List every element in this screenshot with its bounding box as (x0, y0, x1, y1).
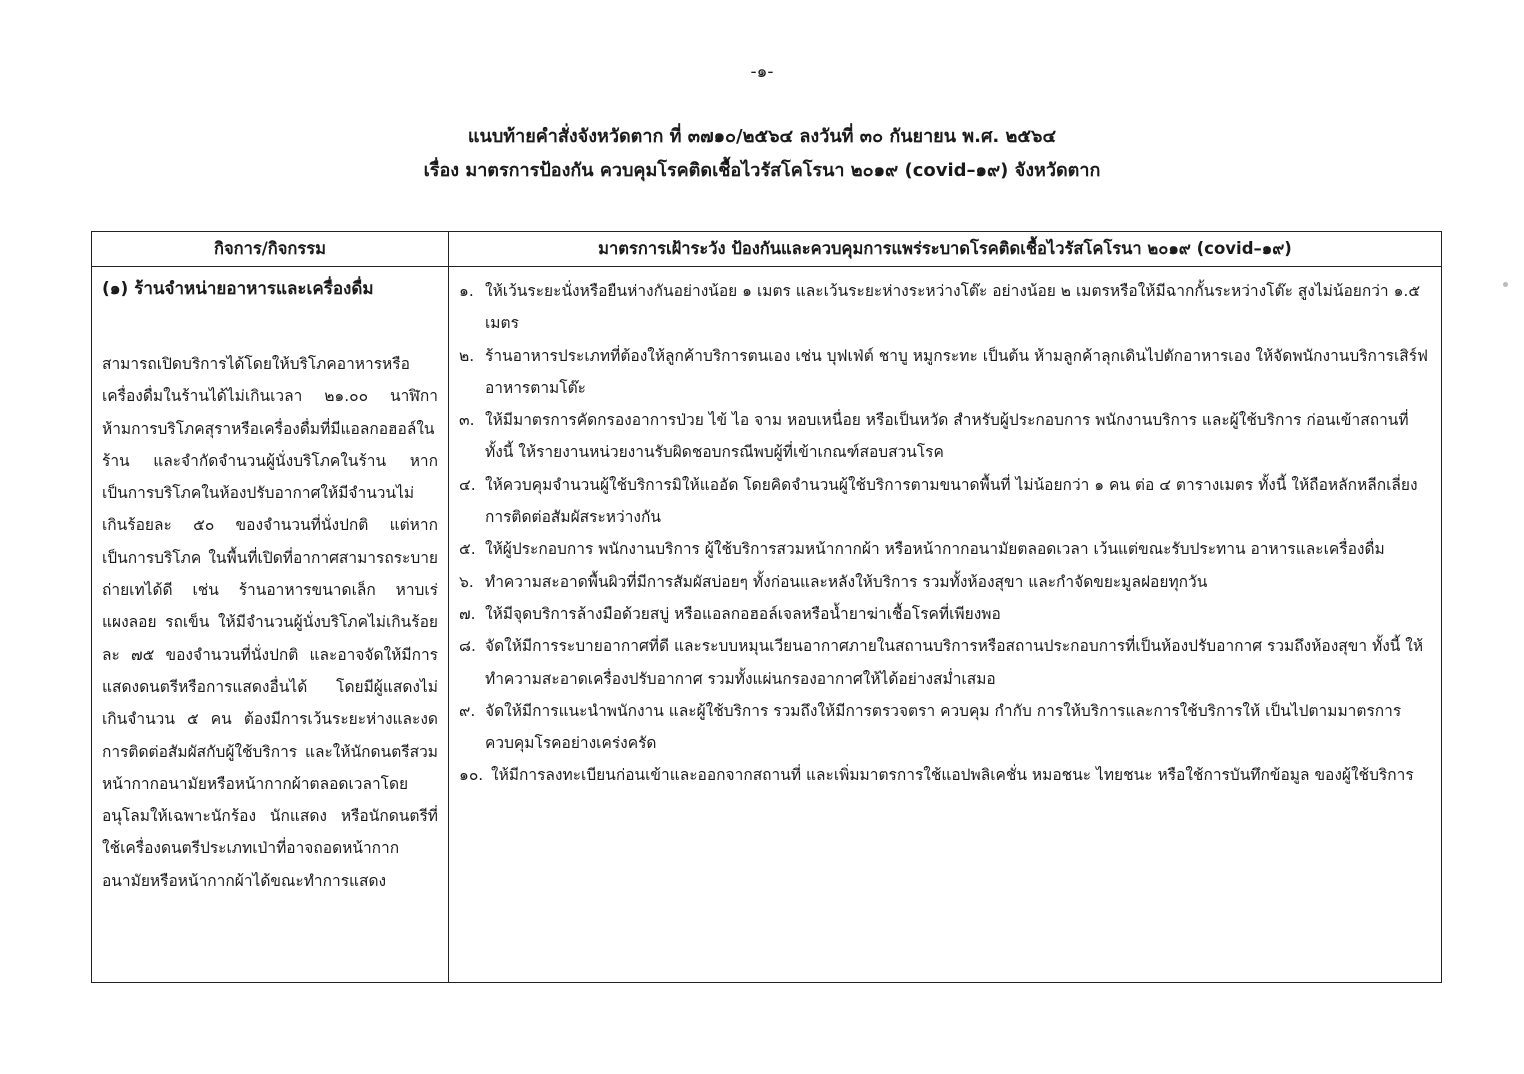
activity-cell (92, 267, 449, 983)
measure-number: ๖. (459, 572, 474, 591)
table-row (92, 267, 1442, 983)
document-title: แนบท้ายคำสั่งจังหวัดตาก ที่ ๓๗๑๐/๒๕๖๔ ลงวันที่ ๓๐ กันยายน พ.ศ. ๒๕๖๔ (467, 126, 1057, 147)
measure-item (459, 630, 1433, 695)
measure-number: ๑. (459, 282, 474, 300)
activity-title: (๑) ร้านจำหน่ายอาหารและเครื่องดื่ม (102, 279, 374, 299)
table-header-row (92, 232, 1442, 267)
header-measures: มาตรการเฝ้าระวัง ป้องกันและควบคุมการแพร่ระบาดโรคติดเชื้อไวรัสโคโรนา ๒๐๑๙ (covid–๑๙) (449, 232, 1442, 267)
measure-text: ทำความสะอาดพื้นผิวที่มีการสัมผัสบ่อยๆ ทั้งก่อนและหลังให้บริการ รวมทั้งห้องสุขา และกำจัดขยะมูลฝอยทุกวัน (485, 572, 1208, 591)
measure-item (459, 340, 1433, 405)
measure-item (459, 598, 1433, 630)
measure-number: ๒. (459, 346, 475, 365)
measure-number: ๕. (459, 540, 476, 559)
measure-number: ๑๐. (459, 766, 484, 785)
measure-number: ๔. (459, 475, 476, 494)
page-number: -๑- (750, 62, 774, 82)
measure-text: ให้ผู้ประกอบการ พนักงานบริการ ผู้ใช้บริการสวมหน้ากากผ้า หรือหน้ากากอนามัยตลอดเวลา เว้นแต่ขณะรับประทาน อาหารและเครื่องดื่ม (485, 540, 1385, 559)
measure-item (459, 469, 1433, 534)
measure-number: ๘. (459, 637, 476, 656)
measure-text: ร้านอาหารประเภทที่ต้องให้ลูกค้าบริการตนเอง เช่น บุฟเฟ่ต์ ชาบู หมูกระทะ เป็นต้น ห้ามลูกค้าลุกเดินไปตักอาหารเอง ให้จัดพนักงานบริการเสิร์ฟอาหารตามโต๊ะ (485, 346, 1429, 397)
activity-description: สามารถเปิดบริการได้โดยให้บริโภคอาหารหรือเครื่องดื่มในร้านได้ไม่เกินเวลา ๒๑.๐๐ นาฬิกา ห้ามการบริโภคสุราหรือเครื่องดื่มที่มีแอลกอฮอล์ในร้าน และจำกัดจำนวนผู้นั่งบริโภคในร้าน หากเป็นการบริโภคในห้องปรับอากาศให้มีจำนวนไม่เกินร้อยละ ๕๐ ของจำนวนที่นั่งปกติ แต่หากเป็นการบริโภค ในพื้นที่เปิดที่อากาศสามารถระบายถ่ายเทได้ดี เช่น ร้านอาหารขนาดเล็ก หาบเร่ แผงลอย รถเข็น ให้มีจำนวนผู้นั่งบริโภคไม่เกินร้อยละ ๗๕ ของจำนวนที่นั่งปกติ และอาจจัดให้มีการแสดงดนตรีหรือการแสดงอื่นได้ โดยมีผู้แสดงไม่เกินจำนวน ๕ คน ต้องมีการเว้นระยะห่างและงดการติดต่อสัมผัสกับผู้ใช้บริการ และให้นักดนตรีสวมหน้ากากอนามัยหรือหน้ากากผ้าตลอดเวลาโดยอนุโลมให้เฉพาะนักร้อง นักแสดง หรือนักดนตรีที่ใช้เครื่องดนตรีประเภทเป่าที่อาจถอดหน้ากากอนามัยหรือหน้ากากผ้าได้ขณะทำการแสดง (102, 355, 438, 890)
measure-number: ๓. (459, 411, 475, 430)
measure-item (459, 759, 1433, 791)
header-activity: กิจการ/กิจกรรม (92, 232, 449, 267)
document-subject: เรื่อง มาตรการป้องกัน ควบคุมโรคติดเชื้อไวรัสโคโรนา ๒๐๑๙ (covid–๑๙) จังหวัดตาก (423, 160, 1101, 181)
measures-table (91, 231, 1442, 983)
measure-text: ให้เว้นระยะนั่งหรือยืนห่างกันอย่างน้อย ๑ เมตร และเว้นระยะห่างระหว่างโต๊ะ อย่างน้อย ๒ เมตรหรือให้มีฉากกั้นระหว่างโต๊ะ สูงไม่น้อยกว่า ๑.๕ เมตร (485, 282, 1421, 333)
measure-text: จัดให้มีการระบายอากาศที่ดี และระบบหมุนเวียนอากาศภายในสถานบริการหรือสถานประกอบการที่เป็นห้องปรับอากาศ รวมถึงห้องสุขา ทั้งนี้ ให้ทำความสะอาดเครื่องปรับอากาศ รวมทั้งแผ่นกรองอากาศให้ได้อย่างสม่ำเสมอ (485, 637, 1424, 688)
measure-item (459, 695, 1433, 760)
measure-text: ให้มีมาตรการคัดกรองอาการป่วย ไข้ ไอ จาม หอบเหนื่อย หรือเป็นหวัด สำหรับผู้ประกอบการ พนักงานบริการ และผู้ใช้บริการ ก่อนเข้าสถานที่ ทั้งนี้ ให้รายงานหน่วยงานรับผิดชอบกรณีพบผู้ที่เข้าเกณฑ์สอบสวนโรค (485, 411, 1409, 462)
measure-item (459, 404, 1433, 469)
measure-text: จัดให้มีการแนะนำพนักงาน และผู้ใช้บริการ รวมถึงให้มีการตรวจตรา ควบคุม กำกับ การให้บริการและการใช้บริการให้ เป็นไปตามมาตรการควบคุมโรคอย่างเคร่งครัด (485, 701, 1402, 753)
measure-text: ให้ควบคุมจำนวนผู้ใช้บริการมิให้แออัด โดยคิดจำนวนผู้ใช้บริการตามขนาดพื้นที่ ไม่น้อยกว่า ๑ คน ต่อ ๔ ตารางเมตร ทั้งนี้ ให้ถือหลักหลีกเลี่ยงการติดต่อสัมผัสระหว่างกัน (485, 475, 1418, 527)
measure-text: ให้มีการลงทะเบียนก่อนเข้าและออกจากสถานที่ และเพิ่มมาตรการใช้แอปพลิเคชั่น หมอชนะ ไทยชนะ หรือใช้การบันทึกข้อมูล ของผู้ใช้บริการ (491, 766, 1414, 785)
measure-item (459, 533, 1433, 565)
measure-item (459, 566, 1433, 598)
measure-number: ๗. (459, 604, 476, 623)
measures-cell (449, 267, 1442, 983)
measure-number: ๙. (459, 701, 476, 720)
measure-text: ให้มีจุดบริการล้างมือด้วยสบู่ หรือแอลกอฮอล์เจลหรือน้ำยาฆ่าเชื้อโรคที่เพียงพอ (485, 604, 1001, 623)
scan-dot (1503, 282, 1508, 287)
measure-item (459, 275, 1433, 340)
